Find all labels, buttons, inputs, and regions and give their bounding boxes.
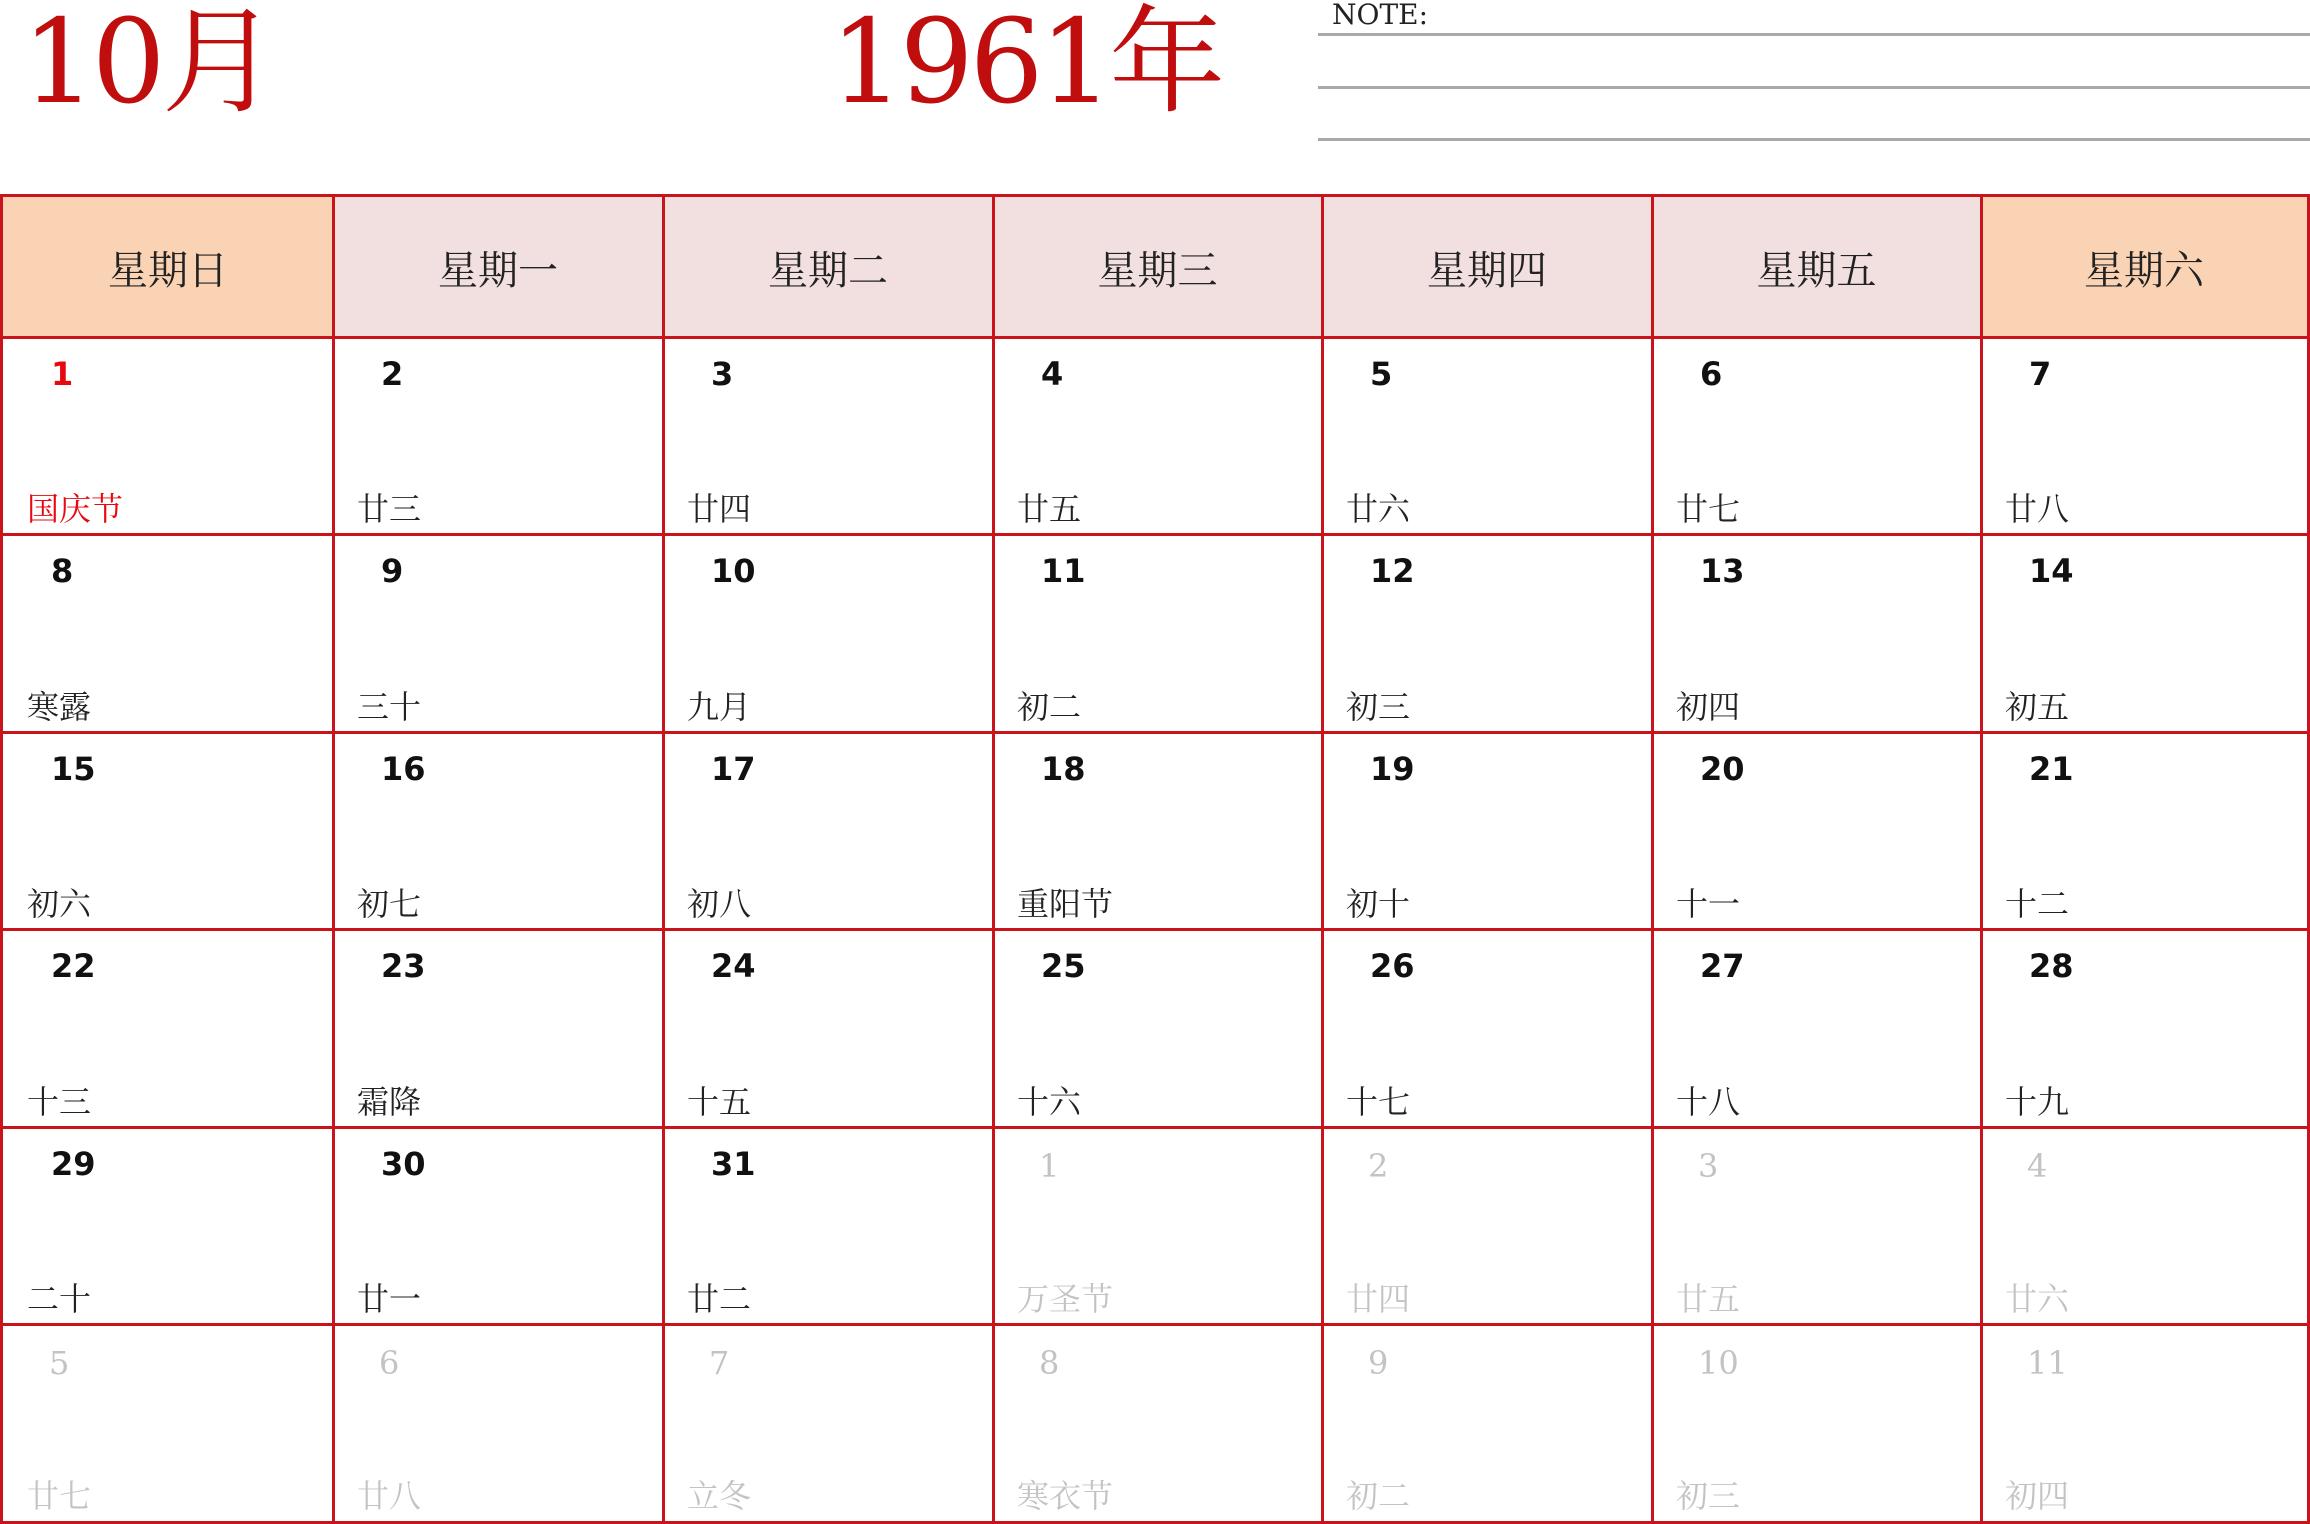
day-cell[interactable] bbox=[3, 337, 333, 534]
note-label: NOTE: bbox=[1332, 0, 1429, 31]
day-number: 27 bbox=[1700, 947, 1745, 985]
lunar-date-label: 廿三 bbox=[357, 490, 422, 528]
lunar-date-label: 十八 bbox=[1676, 1083, 1741, 1121]
lunar-date-label: 十七 bbox=[1346, 1083, 1411, 1121]
day-cell[interactable] bbox=[333, 337, 663, 534]
month-title: 10月 bbox=[22, 0, 274, 130]
day-cell[interactable] bbox=[993, 732, 1322, 929]
day-number: 4 bbox=[1041, 355, 1064, 393]
lunar-date-label: 初四 bbox=[1676, 688, 1741, 726]
day-number: 8 bbox=[1039, 1344, 1060, 1382]
lunar-date-label: 立冬 bbox=[687, 1477, 752, 1515]
day-number: 1 bbox=[1039, 1147, 1060, 1185]
lunar-date-label: 初六 bbox=[27, 885, 92, 923]
lunar-date-label: 廿八 bbox=[2005, 490, 2070, 528]
day-cell[interactable] bbox=[3, 1324, 333, 1521]
day-number: 20 bbox=[1700, 750, 1745, 788]
day-cell[interactable] bbox=[333, 1324, 663, 1521]
day-cell[interactable] bbox=[993, 337, 1322, 534]
lunar-date-label: 十九 bbox=[2005, 1083, 2070, 1121]
day-number: 19 bbox=[1370, 750, 1415, 788]
day-cell[interactable] bbox=[1322, 929, 1652, 1127]
day-number: 10 bbox=[1698, 1344, 1739, 1382]
day-cell[interactable] bbox=[1981, 1324, 2307, 1521]
grid-row-divider bbox=[3, 336, 2307, 339]
grid-row-divider bbox=[3, 928, 2307, 931]
lunar-date-label: 二十 bbox=[27, 1280, 92, 1318]
day-number: 2 bbox=[1368, 1147, 1389, 1185]
note-area[interactable] bbox=[1318, 0, 2310, 150]
lunar-date-label: 廿六 bbox=[1346, 490, 1411, 528]
day-cell[interactable] bbox=[3, 534, 333, 732]
lunar-date-label: 三十 bbox=[357, 688, 422, 726]
weekday-header: 星期日 bbox=[3, 197, 333, 337]
lunar-date-label: 十五 bbox=[687, 1083, 752, 1121]
lunar-date-label: 万圣节 bbox=[1017, 1280, 1114, 1318]
day-cell[interactable] bbox=[993, 534, 1322, 732]
lunar-date-label: 初三 bbox=[1346, 688, 1411, 726]
day-cell[interactable] bbox=[1652, 732, 1981, 929]
day-number: 6 bbox=[1700, 355, 1723, 393]
weekday-header: 星期五 bbox=[1652, 197, 1981, 337]
day-number: 3 bbox=[711, 355, 734, 393]
lunar-date-label: 十三 bbox=[27, 1083, 92, 1121]
note-line bbox=[1318, 86, 2310, 89]
lunar-date-label: 初三 bbox=[1676, 1477, 1741, 1515]
day-number: 23 bbox=[381, 947, 426, 985]
lunar-date-label: 廿五 bbox=[1676, 1280, 1741, 1318]
day-number: 11 bbox=[2027, 1344, 2068, 1382]
day-number: 12 bbox=[1370, 552, 1415, 590]
grid-row-divider bbox=[3, 533, 2307, 536]
day-number: 8 bbox=[51, 552, 74, 590]
day-number: 10 bbox=[711, 552, 756, 590]
day-cell[interactable] bbox=[663, 1324, 993, 1521]
day-cell[interactable] bbox=[1322, 1127, 1652, 1324]
day-number: 5 bbox=[1370, 355, 1393, 393]
day-cell[interactable] bbox=[333, 534, 663, 732]
weekday-header: 星期一 bbox=[333, 197, 663, 337]
day-cell[interactable] bbox=[3, 929, 333, 1127]
lunar-date-label: 霜降 bbox=[357, 1083, 422, 1121]
lunar-date-label: 重阳节 bbox=[1017, 885, 1114, 923]
lunar-date-label: 廿二 bbox=[687, 1280, 752, 1318]
lunar-date-label: 廿一 bbox=[357, 1280, 422, 1318]
day-number: 15 bbox=[51, 750, 96, 788]
day-number: 17 bbox=[711, 750, 756, 788]
day-cell[interactable] bbox=[3, 1127, 333, 1324]
grid-row-divider bbox=[3, 731, 2307, 734]
weekday-header: 星期四 bbox=[1322, 197, 1652, 337]
day-cell[interactable] bbox=[993, 1324, 1322, 1521]
day-number: 24 bbox=[711, 947, 756, 985]
day-number: 4 bbox=[2027, 1147, 2048, 1185]
day-number: 7 bbox=[709, 1344, 730, 1382]
day-cell[interactable] bbox=[1322, 534, 1652, 732]
lunar-date-label: 初十 bbox=[1346, 885, 1411, 923]
lunar-date-label: 寒衣节 bbox=[1017, 1477, 1114, 1515]
day-cell[interactable] bbox=[1322, 337, 1652, 534]
lunar-date-label: 廿八 bbox=[357, 1477, 422, 1515]
lunar-date-label: 十二 bbox=[2005, 885, 2070, 923]
day-cell[interactable] bbox=[3, 732, 333, 929]
day-cell[interactable] bbox=[1652, 534, 1981, 732]
day-number: 1 bbox=[51, 355, 74, 393]
lunar-date-label: 寒露 bbox=[27, 688, 92, 726]
lunar-date-label: 九月 bbox=[687, 688, 752, 726]
day-cell[interactable] bbox=[333, 1127, 663, 1324]
lunar-date-label: 十六 bbox=[1017, 1083, 1082, 1121]
lunar-date-label: 廿五 bbox=[1017, 490, 1082, 528]
lunar-date-label: 廿六 bbox=[2005, 1280, 2070, 1318]
day-number: 13 bbox=[1700, 552, 1745, 590]
day-cell[interactable] bbox=[1981, 929, 2307, 1127]
lunar-date-label: 初二 bbox=[1017, 688, 1082, 726]
grid-row-divider bbox=[3, 1323, 2307, 1326]
day-number: 3 bbox=[1698, 1147, 1719, 1185]
day-number: 14 bbox=[2029, 552, 2074, 590]
day-number: 25 bbox=[1041, 947, 1086, 985]
lunar-date-label: 廿七 bbox=[1676, 490, 1741, 528]
day-cell[interactable] bbox=[1981, 534, 2307, 732]
day-cell[interactable] bbox=[1322, 1324, 1652, 1521]
day-cell[interactable] bbox=[1652, 929, 1981, 1127]
day-cell[interactable] bbox=[663, 929, 993, 1127]
lunar-date-label: 初五 bbox=[2005, 688, 2070, 726]
note-line bbox=[1318, 33, 2310, 36]
day-cell[interactable] bbox=[663, 534, 993, 732]
day-cell[interactable] bbox=[1652, 337, 1981, 534]
day-number: 21 bbox=[2029, 750, 2074, 788]
lunar-date-label: 初二 bbox=[1346, 1477, 1411, 1515]
day-number: 29 bbox=[51, 1145, 96, 1183]
day-cell[interactable] bbox=[1981, 337, 2307, 534]
lunar-date-label: 廿四 bbox=[1346, 1280, 1411, 1318]
day-number: 18 bbox=[1041, 750, 1086, 788]
day-number: 9 bbox=[1368, 1344, 1389, 1382]
day-number: 2 bbox=[381, 355, 404, 393]
day-cell[interactable] bbox=[663, 337, 993, 534]
day-cell[interactable] bbox=[993, 1127, 1322, 1324]
day-cell[interactable] bbox=[663, 1127, 993, 1324]
lunar-date-label: 初四 bbox=[2005, 1477, 2070, 1515]
day-cell[interactable] bbox=[1322, 732, 1652, 929]
lunar-date-label: 廿四 bbox=[687, 490, 752, 528]
weekday-header: 星期二 bbox=[663, 197, 993, 337]
day-cell[interactable] bbox=[1652, 1127, 1981, 1324]
day-number: 26 bbox=[1370, 947, 1415, 985]
day-number: 16 bbox=[381, 750, 426, 788]
day-number: 28 bbox=[2029, 947, 2074, 985]
weekday-header: 星期三 bbox=[993, 197, 1322, 337]
lunar-date-label: 十一 bbox=[1676, 885, 1741, 923]
year-title: 1961年 bbox=[830, 0, 1222, 130]
day-cell[interactable] bbox=[333, 732, 663, 929]
lunar-date-label: 初八 bbox=[687, 885, 752, 923]
lunar-date-label: 国庆节 bbox=[27, 490, 124, 528]
day-cell[interactable] bbox=[333, 929, 663, 1127]
day-number: 30 bbox=[381, 1145, 426, 1183]
grid-row-divider bbox=[3, 1126, 2307, 1129]
lunar-date-label: 廿七 bbox=[27, 1477, 92, 1515]
day-number: 11 bbox=[1041, 552, 1086, 590]
day-number: 7 bbox=[2029, 355, 2052, 393]
weekday-header: 星期六 bbox=[1981, 197, 2307, 337]
lunar-date-label: 初七 bbox=[357, 885, 422, 923]
day-number: 9 bbox=[381, 552, 404, 590]
day-cell[interactable] bbox=[1981, 1127, 2307, 1324]
day-cell[interactable] bbox=[993, 929, 1322, 1127]
day-cell[interactable] bbox=[1652, 1324, 1981, 1521]
calendar-grid bbox=[0, 194, 2310, 1524]
day-number: 22 bbox=[51, 947, 96, 985]
day-number: 6 bbox=[379, 1344, 400, 1382]
day-cell[interactable] bbox=[663, 732, 993, 929]
day-cell[interactable] bbox=[1981, 732, 2307, 929]
day-number: 5 bbox=[49, 1344, 70, 1382]
note-line bbox=[1318, 138, 2310, 141]
day-number: 31 bbox=[711, 1145, 756, 1183]
